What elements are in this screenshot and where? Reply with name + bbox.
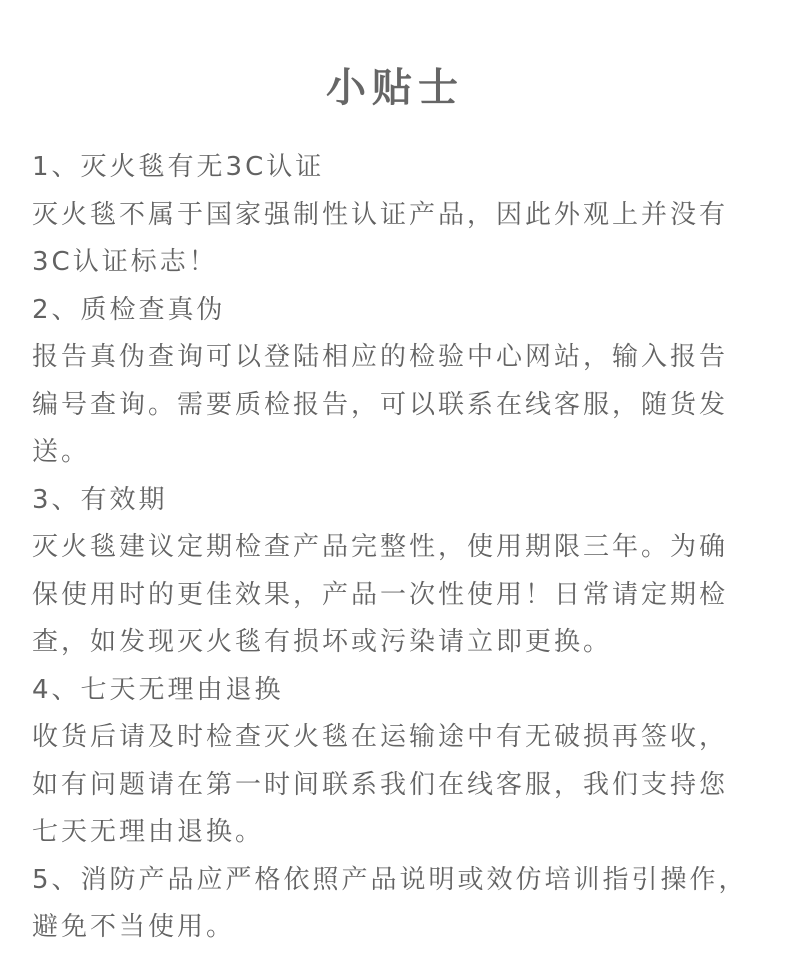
tip-text-line: 送。 xyxy=(32,437,91,467)
tip-text-line: 避免不当使用。 xyxy=(32,912,236,942)
tip-heading-1: 1、灭火毯有无3C认证 xyxy=(32,152,325,182)
page-title: 小贴士 xyxy=(326,65,464,111)
tip-text-line: 报告真伪查询可以登陆相应的检验中心网站，输入报告 xyxy=(32,342,729,372)
tip-heading-5: 5、消防产品应严格依照产品说明或效仿培训指引操作， xyxy=(32,864,748,895)
tip-text-line: 灭火毯不属于国家强制性认证产品，因此外观上并没有 xyxy=(32,199,729,230)
tip-text-line: 如有问题请在第一时间联系我们在线客服，我们支持您 xyxy=(32,769,729,800)
tip-text-line: 七天无理由退换。 xyxy=(32,817,265,847)
tips-content xyxy=(32,144,760,952)
tip-text-line: 保使用时的更佳效果，产品一次性使用！日常请定期检 xyxy=(32,579,729,610)
tip-text-line: 编号查询。需要质检报告，可以联系在线客服，随货发 xyxy=(32,389,729,420)
tip-text-line: 灭火毯建议定期检查产品完整性，使用期限三年。为确 xyxy=(32,532,729,562)
tip-text-line: 收货后请及时检查灭火毯在运输途中有无破损再签收， xyxy=(32,722,729,752)
tip-text-line: 3C认证标志！ xyxy=(32,247,218,277)
tip-text-line: 查，如发现灭火毯有损坏或污染请立即更换。 xyxy=(32,627,613,657)
tip-heading-3: 3、有效期 xyxy=(32,484,168,515)
tip-heading-2: 2、质检查真伪 xyxy=(32,294,226,325)
tip-heading-4: 4、七天无理由退换 xyxy=(32,674,284,705)
